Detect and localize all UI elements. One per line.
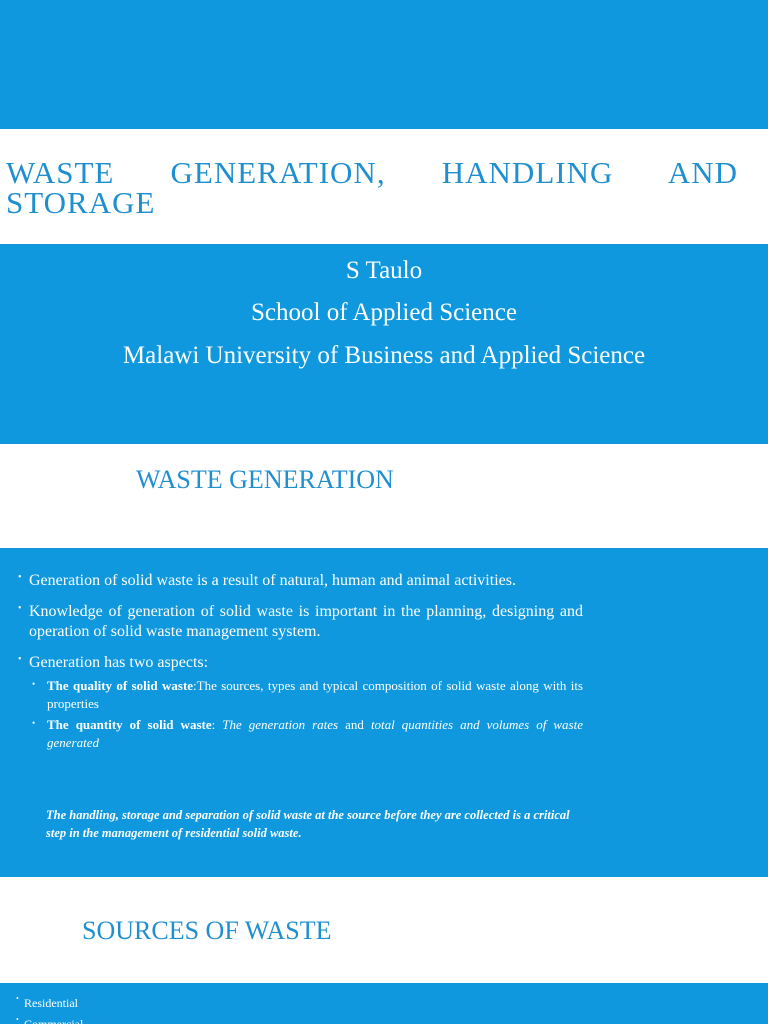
school-name: School of Applied Science (251, 299, 517, 326)
sub-bullet-item (18, 677, 583, 713)
bullet-dot: • (16, 994, 19, 1003)
bullet-dot: • (18, 654, 22, 665)
quantity-and: and (338, 717, 371, 732)
waste-generation-heading: WASTE GENERATION (136, 465, 394, 494)
list-item (16, 1014, 83, 1035)
source-residential: Residential (24, 996, 78, 1010)
source-commercial: Commercial (24, 1017, 84, 1031)
quality-label: The quality of solid waste (47, 678, 194, 693)
bullet-dot: • (18, 603, 22, 614)
slide1-top-band (0, 0, 768, 129)
bullet-dot: • (32, 679, 36, 689)
bullet-dot: • (16, 1015, 19, 1024)
sources-list (16, 993, 83, 1035)
waste-generation-bullets (18, 571, 583, 755)
bullet-item (18, 571, 583, 591)
bullet-dot: • (32, 718, 36, 728)
list-item (16, 993, 83, 1014)
quantity-label: The quantity of solid waste (47, 717, 212, 732)
quantity-separator: : (211, 717, 223, 732)
quality-text: :The sources, types and typical composition of solid waste along with its properties (47, 678, 583, 711)
sub-bullet-item (18, 716, 583, 752)
sources-heading: SOURCES OF WASTE (82, 916, 332, 945)
handling-note: The handling, storage and separation of solid waste at the source before they are collected is a critical step in the management of residential solid waste. (46, 808, 570, 840)
quantity-text-a: The generation rates (222, 717, 339, 732)
bullet-text: Knowledge of generation of solid waste is important in the planning, designing and operation of solid waste management system. (29, 603, 583, 640)
author-name: S Taulo (345, 257, 423, 284)
slide3-content-band (0, 983, 768, 1024)
bullet-item (18, 602, 583, 642)
bullet-item (18, 653, 583, 673)
bullet-dot: • (18, 572, 22, 583)
bullet-text: Generation has two aspects: (29, 654, 209, 671)
quantity-text-b: total quantities and volumes of waste generated (47, 717, 583, 750)
bullet-text: Generation of solid waste is a result of natural, human and animal activities. (29, 572, 516, 589)
university-name: Malawi University of Business and Applied Science (122, 342, 646, 369)
slide1-title: WASTE GENERATION, HANDLING AND STORAGE (6, 155, 738, 220)
